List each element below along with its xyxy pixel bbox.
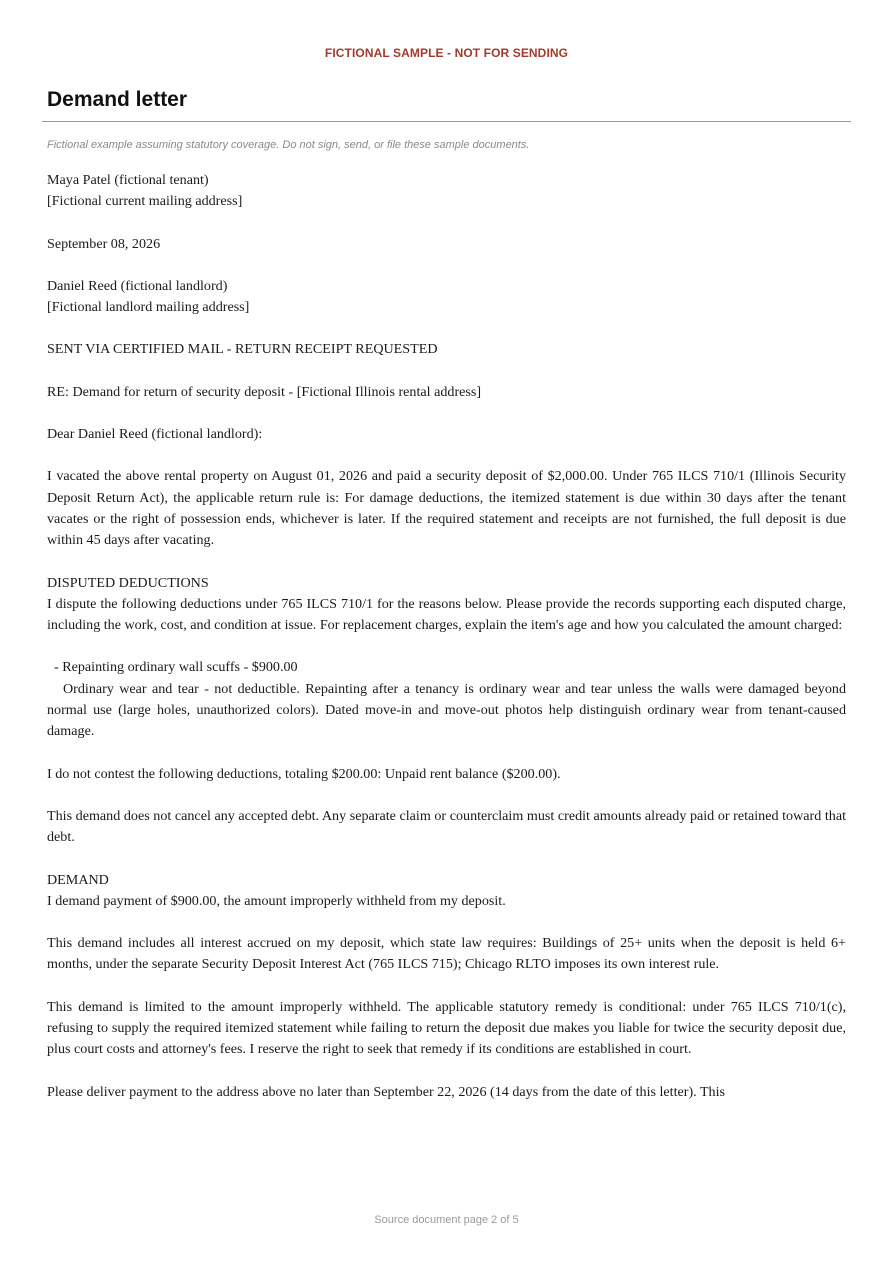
disputed-paragraph: I dispute the following deductions under 765 ILCS 710/1 for the reasons below. Please provide the records supporting each disputed charge, including the work, cost, and condition at issue. For replacement charges, explain the item's age and how you calculated the amount charged: bbox=[47, 595, 846, 634]
re-line: RE: Demand for return of security deposit - [Fictional Illinois rental address] bbox=[47, 383, 482, 400]
disclaimer-note: Fictional example assuming statutory coverage. Do not sign, send, or file these sample documents. bbox=[47, 139, 530, 151]
intro-paragraph: I vacated the above rental property on August 01, 2026 and paid a security deposit of $2,000.00. Under 765 ILCS 710/1 (Illinois Security Deposit Return Act), the applicable return rule is: For damage deductions, the itemized statement is due within 30 days after the tenant vacates or the right of possession ends, whichever is later. If the required statement and receipts are not furnished, the full deposit is due within 45 days after vacating. bbox=[47, 468, 846, 549]
sender-block bbox=[47, 170, 846, 213]
disputed-heading: DISPUTED DEDUCTIONS bbox=[47, 574, 209, 591]
demand-line: I demand payment of $900.00, the amount improperly withheld from my deposit. bbox=[47, 892, 506, 909]
title-divider bbox=[42, 121, 851, 122]
delivery-method: SENT VIA CERTIFIED MAIL - RETURN RECEIPT REQUESTED bbox=[47, 341, 438, 358]
sample-banner: FICTIONAL SAMPLE - NOT FOR SENDING bbox=[324, 46, 569, 60]
document-title: Demand letter bbox=[47, 88, 188, 111]
recipient-address: [Fictional landlord mailing address] bbox=[47, 299, 250, 316]
disputed-item-detail: Ordinary wear and tear - not deductible. Repainting after a tenancy is ordinary wear and tear unless the walls were damaged beyond normal use (large holes, unauthorized colors). Dated move-in and move-out photos help distinguish ordinary wear from tenant-caused damage. bbox=[47, 680, 846, 740]
salutation: Dear Daniel Reed (fictional landlord): bbox=[47, 426, 263, 443]
page-footer: Source document page 2 of 5 bbox=[374, 1214, 519, 1226]
interest-paragraph: This demand includes all interest accrued on my deposit, which state law requires: Buildings of 25+ units when the deposit is held 6+ months, under the separate Security Deposit Interest Act (765 ILCS 715); Chicago RLTO imposes its own interest rule. bbox=[47, 935, 846, 973]
uncontested-paragraph: I do not contest the following deductions, totaling $200.00: Unpaid rent balance ($200.00). bbox=[47, 765, 561, 782]
remedy-paragraph: This demand is limited to the amount improperly withheld. The applicable statutory remedy is conditional: under 765 ILCS 710/1(c), refusing to supply the required itemized statement while failing to return the deposit due makes you liable for twice the security deposit due, plus court costs and attorney's fees. I reserve the right to seek that remedy if its conditions are established in court. bbox=[47, 998, 846, 1058]
letter-date: September 08, 2026 bbox=[47, 235, 161, 252]
sender-name: Maya Patel (fictional tenant) bbox=[47, 172, 209, 188]
sender-address: [Fictional current mailing address] bbox=[47, 193, 243, 210]
debt-paragraph: This demand does not cancel any accepted debt. Any separate claim or counterclaim must credit amounts already paid or retained toward that debt. bbox=[47, 807, 846, 846]
recipient-block bbox=[47, 276, 846, 319]
letter-body bbox=[47, 170, 846, 1124]
payment-paragraph: Please deliver payment to the address above no later than September 22, 2026 (14 days from the date of this letter). This bbox=[47, 1083, 726, 1100]
demand-heading: DEMAND bbox=[47, 871, 109, 888]
disputed-item-label: - Repainting ordinary wall scuffs - $900.00 bbox=[54, 659, 298, 676]
recipient-name: Daniel Reed (fictional landlord) bbox=[47, 277, 228, 294]
